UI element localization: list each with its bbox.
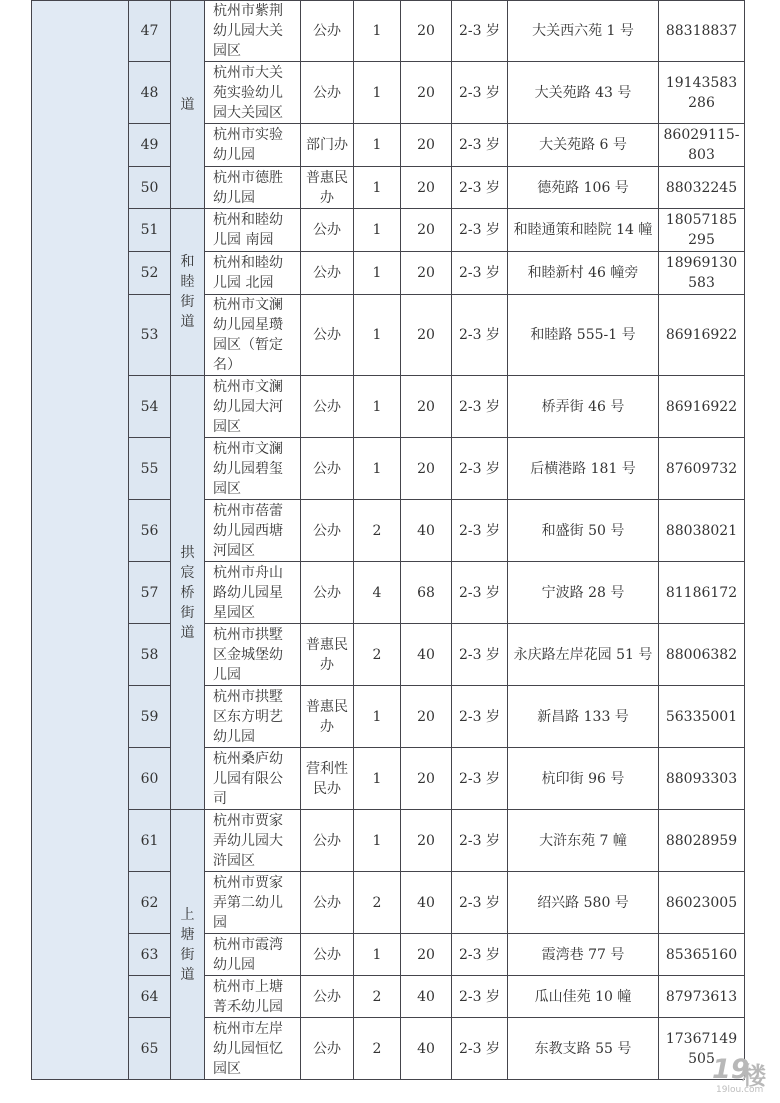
row-number: 58 <box>129 624 171 686</box>
age-range: 2-3 岁 <box>452 872 508 934</box>
phone: 17367149505 <box>659 1018 745 1080</box>
address: 大关苑路 43 号 <box>508 62 659 124</box>
class-count: 1 <box>354 810 401 872</box>
enrollment-capacity: 20 <box>401 1 452 62</box>
table-row <box>32 438 745 500</box>
enrollment-capacity: 40 <box>401 976 452 1018</box>
age-range: 2-3 岁 <box>452 934 508 976</box>
age-range: 2-3 岁 <box>452 376 508 438</box>
class-count: 1 <box>354 252 401 295</box>
school-type: 部门办 <box>301 124 354 167</box>
class-count: 1 <box>354 686 401 748</box>
address: 桥弄街 46 号 <box>508 376 659 438</box>
table-row <box>32 62 745 124</box>
address: 大关西六苑 1 号 <box>508 1 659 62</box>
table-row <box>32 872 745 934</box>
enrollment-capacity: 20 <box>401 209 452 252</box>
street-name: 拱宸桥街道 <box>180 544 195 641</box>
kindergarten-name: 杭州市贾家弄幼儿园大浒园区 <box>205 810 301 872</box>
street-cell <box>171 1 205 209</box>
school-type: 公办 <box>301 376 354 438</box>
street-name: 上塘街道 <box>180 906 195 983</box>
school-type: 公办 <box>301 562 354 624</box>
class-count: 2 <box>354 872 401 934</box>
address: 宁波路 28 号 <box>508 562 659 624</box>
row-number: 62 <box>129 872 171 934</box>
table-row <box>32 976 745 1018</box>
class-count: 1 <box>354 1 401 62</box>
row-number: 57 <box>129 562 171 624</box>
address: 霞湾巷 77 号 <box>508 934 659 976</box>
age-range: 2-3 岁 <box>452 438 508 500</box>
class-count: 2 <box>354 1018 401 1080</box>
row-number: 47 <box>129 1 171 62</box>
row-number: 49 <box>129 124 171 167</box>
row-number: 61 <box>129 810 171 872</box>
phone: 88032245 <box>659 167 745 209</box>
row-number: 51 <box>129 209 171 252</box>
row-number: 56 <box>129 500 171 562</box>
age-range: 2-3 岁 <box>452 500 508 562</box>
street-cell <box>171 376 205 810</box>
class-count: 1 <box>354 62 401 124</box>
enrollment-capacity: 40 <box>401 872 452 934</box>
age-range: 2-3 岁 <box>452 624 508 686</box>
school-type: 公办 <box>301 500 354 562</box>
school-type: 公办 <box>301 872 354 934</box>
phone: 56335001 <box>659 686 745 748</box>
table-row <box>32 167 745 209</box>
class-count: 1 <box>354 376 401 438</box>
table-row <box>32 1 745 62</box>
district-cell <box>32 1 129 1080</box>
row-number: 64 <box>129 976 171 1018</box>
school-type: 公办 <box>301 438 354 500</box>
class-count: 1 <box>354 209 401 252</box>
class-count: 1 <box>354 295 401 376</box>
kindergarten-name: 杭州市拱墅区东方明艺幼儿园 <box>205 686 301 748</box>
class-count: 1 <box>354 167 401 209</box>
kindergarten-name: 杭州市左岸幼儿园恒忆园区 <box>205 1018 301 1080</box>
row-number: 48 <box>129 62 171 124</box>
school-type: 公办 <box>301 252 354 295</box>
row-number: 63 <box>129 934 171 976</box>
phone: 88093303 <box>659 748 745 810</box>
address: 杭印街 96 号 <box>508 748 659 810</box>
school-type: 普惠民办 <box>301 167 354 209</box>
street-name: 和睦街道 <box>180 254 195 330</box>
phone: 88318837 <box>659 1 745 62</box>
table-row <box>32 500 745 562</box>
age-range: 2-3 岁 <box>452 252 508 295</box>
phone: 81186172 <box>659 562 745 624</box>
phone: 18057185295 <box>659 209 745 252</box>
age-range: 2-3 岁 <box>452 976 508 1018</box>
kindergarten-name: 杭州市文澜幼儿园碧玺园区 <box>205 438 301 500</box>
table-row <box>32 124 745 167</box>
class-count: 4 <box>354 562 401 624</box>
table-row <box>32 252 745 295</box>
enrollment-capacity: 20 <box>401 62 452 124</box>
class-count: 1 <box>354 748 401 810</box>
table-row <box>32 376 745 438</box>
school-type: 公办 <box>301 810 354 872</box>
address: 和睦路 555-1 号 <box>508 295 659 376</box>
kindergarten-name: 杭州市上塘菁禾幼儿园 <box>205 976 301 1018</box>
age-range: 2-3 岁 <box>452 748 508 810</box>
kindergarten-table <box>31 0 745 1080</box>
enrollment-capacity: 20 <box>401 124 452 167</box>
phone: 87609732 <box>659 438 745 500</box>
row-number: 50 <box>129 167 171 209</box>
table-row <box>32 748 745 810</box>
phone: 88038021 <box>659 500 745 562</box>
kindergarten-name: 杭州市贾家弄第二幼儿园 <box>205 872 301 934</box>
address: 和盛街 50 号 <box>508 500 659 562</box>
kindergarten-name: 杭州市文澜幼儿园星瓒园区（暂定名） <box>205 295 301 376</box>
class-count: 2 <box>354 624 401 686</box>
age-range: 2-3 岁 <box>452 209 508 252</box>
kindergarten-name: 杭州市拱墅区金城堡幼儿园 <box>205 624 301 686</box>
school-type: 营利性民办 <box>301 748 354 810</box>
kindergarten-name: 杭州和睦幼儿园 北园 <box>205 252 301 295</box>
class-count: 1 <box>354 438 401 500</box>
school-type: 普惠民办 <box>301 686 354 748</box>
table-row <box>32 1018 745 1080</box>
school-type: 公办 <box>301 62 354 124</box>
age-range: 2-3 岁 <box>452 562 508 624</box>
enrollment-capacity: 20 <box>401 810 452 872</box>
address: 瓜山佳苑 10 幢 <box>508 976 659 1018</box>
row-number: 60 <box>129 748 171 810</box>
street-cell <box>171 810 205 1080</box>
kindergarten-name: 杭州市大关苑实验幼儿园大关园区 <box>205 62 301 124</box>
row-number: 54 <box>129 376 171 438</box>
age-range: 2-3 岁 <box>452 810 508 872</box>
table-row <box>32 934 745 976</box>
enrollment-capacity: 40 <box>401 1018 452 1080</box>
enrollment-capacity: 20 <box>401 748 452 810</box>
school-type: 公办 <box>301 209 354 252</box>
school-type: 普惠民办 <box>301 624 354 686</box>
kindergarten-name: 杭州市蓓蕾幼儿园西塘河园区 <box>205 500 301 562</box>
enrollment-capacity: 68 <box>401 562 452 624</box>
address: 大浒东苑 7 幢 <box>508 810 659 872</box>
table-row <box>32 686 745 748</box>
table-row <box>32 209 745 252</box>
age-range: 2-3 岁 <box>452 295 508 376</box>
row-number: 65 <box>129 1018 171 1080</box>
school-type: 公办 <box>301 1 354 62</box>
phone: 86916922 <box>659 295 745 376</box>
address: 东教支路 55 号 <box>508 1018 659 1080</box>
address: 新昌路 133 号 <box>508 686 659 748</box>
school-type: 公办 <box>301 1018 354 1080</box>
school-type: 公办 <box>301 934 354 976</box>
address: 和睦新村 46 幢旁 <box>508 252 659 295</box>
address: 和睦通策和睦院 14 幢 <box>508 209 659 252</box>
address: 大关苑路 6 号 <box>508 124 659 167</box>
table-row <box>32 624 745 686</box>
school-type: 公办 <box>301 976 354 1018</box>
row-number: 59 <box>129 686 171 748</box>
class-count: 1 <box>354 124 401 167</box>
site-watermark-logo: 19 楼 19lou.com <box>712 1054 766 1095</box>
school-type: 公办 <box>301 295 354 376</box>
street-name: 道 <box>180 96 195 113</box>
enrollment-capacity: 20 <box>401 252 452 295</box>
phone: 87973613 <box>659 976 745 1018</box>
address: 德苑路 106 号 <box>508 167 659 209</box>
enrollment-capacity: 20 <box>401 438 452 500</box>
enrollment-capacity: 40 <box>401 624 452 686</box>
kindergarten-name: 杭州市德胜幼儿园 <box>205 167 301 209</box>
kindergarten-name: 杭州市实验幼儿园 <box>205 124 301 167</box>
enrollment-capacity: 20 <box>401 376 452 438</box>
kindergarten-name: 杭州桑庐幼儿园有限公司 <box>205 748 301 810</box>
class-count: 2 <box>354 500 401 562</box>
address: 永庆路左岸花园 51 号 <box>508 624 659 686</box>
phone: 86029115-803 <box>659 124 745 167</box>
age-range: 2-3 岁 <box>452 62 508 124</box>
row-number: 55 <box>129 438 171 500</box>
address: 绍兴路 580 号 <box>508 872 659 934</box>
age-range: 2-3 岁 <box>452 124 508 167</box>
phone: 86023005 <box>659 872 745 934</box>
kindergarten-name: 杭州市霞湾幼儿园 <box>205 934 301 976</box>
enrollment-capacity: 40 <box>401 500 452 562</box>
kindergarten-name: 杭州市紫荆幼儿园大关园区 <box>205 1 301 62</box>
phone: 88028959 <box>659 810 745 872</box>
age-range: 2-3 岁 <box>452 1 508 62</box>
class-count: 1 <box>354 934 401 976</box>
enrollment-capacity: 20 <box>401 167 452 209</box>
street-cell <box>171 209 205 376</box>
phone: 88006382 <box>659 624 745 686</box>
table-row <box>32 810 745 872</box>
kindergarten-name: 杭州市文澜幼儿园大河园区 <box>205 376 301 438</box>
kindergarten-name: 杭州和睦幼儿园 南园 <box>205 209 301 252</box>
phone: 86916922 <box>659 376 745 438</box>
kindergarten-name: 杭州市舟山路幼儿园星星园区 <box>205 562 301 624</box>
enrollment-capacity: 20 <box>401 934 452 976</box>
phone: 85365160 <box>659 934 745 976</box>
phone: 19143583286 <box>659 62 745 124</box>
age-range: 2-3 岁 <box>452 1018 508 1080</box>
age-range: 2-3 岁 <box>452 686 508 748</box>
class-count: 2 <box>354 976 401 1018</box>
address: 后横港路 181 号 <box>508 438 659 500</box>
enrollment-capacity: 20 <box>401 686 452 748</box>
phone: 18969130583 <box>659 252 745 295</box>
enrollment-capacity: 20 <box>401 295 452 376</box>
table-row <box>32 562 745 624</box>
table-row <box>32 295 745 376</box>
row-number: 53 <box>129 295 171 376</box>
row-number: 52 <box>129 252 171 295</box>
age-range: 2-3 岁 <box>452 167 508 209</box>
